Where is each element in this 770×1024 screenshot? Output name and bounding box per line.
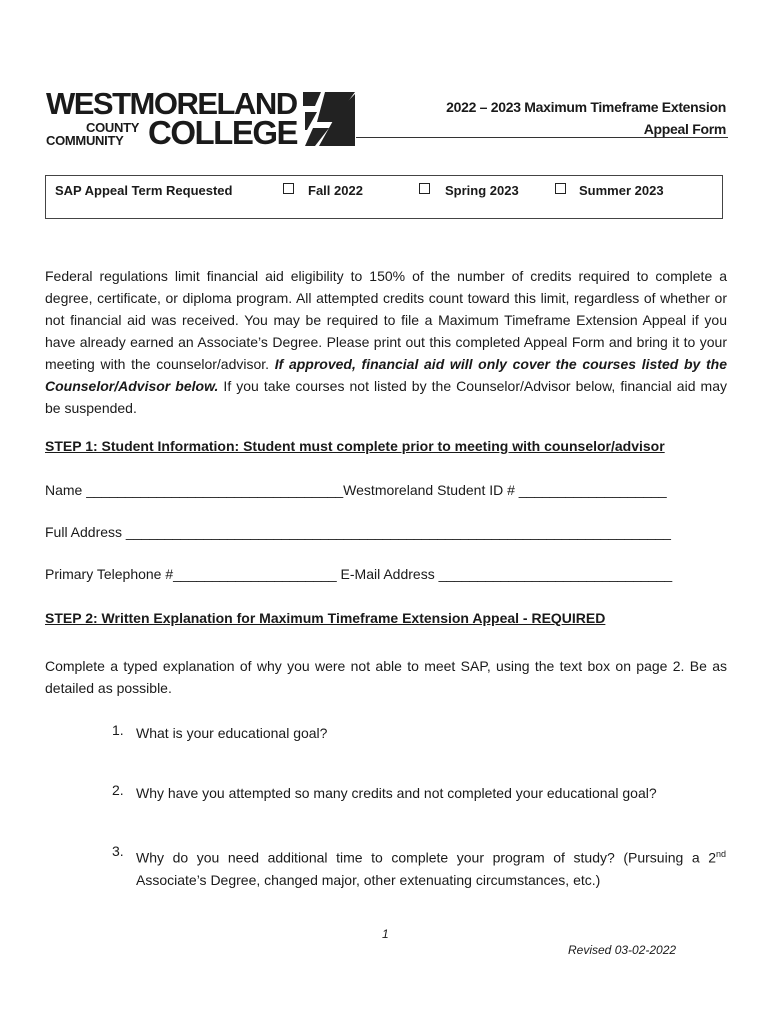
question-1-number: 1. xyxy=(112,722,124,738)
question-3-text-a: Why do you need additional time to complete your program of study? (Pursuing a 2 xyxy=(136,849,716,866)
term-option-spring: Spring 2023 xyxy=(445,183,519,198)
question-2-number: 2. xyxy=(112,782,124,798)
step1-heading: STEP 1: Student Information: Student must complete prior to meeting with counselor/advisor xyxy=(45,438,665,454)
intro-emphasis: If approved, financial aid will only cover the courses listed by the Counselor/Advisor below. xyxy=(45,356,727,394)
logo-community: COMMUNITY xyxy=(46,133,124,148)
question-3-text-b: Associate’s Degree, changed major, other extenuating circumstances, etc.) xyxy=(136,871,601,888)
logo-college: COLLEGE xyxy=(148,114,298,151)
form-title-line2: Appeal Form xyxy=(643,121,726,137)
checkbox-spring[interactable] xyxy=(419,183,430,194)
page-number: 1 xyxy=(382,927,389,941)
question-3-sup: nd xyxy=(715,849,726,859)
checkbox-fall[interactable] xyxy=(283,183,294,194)
logo-westmoreland: WESTMORELAND xyxy=(46,86,297,121)
name-id-field[interactable]: Name _________________________________Westmoreland Student ID # ___________________ xyxy=(45,482,667,498)
question-3-text xyxy=(136,843,726,891)
term-option-summer: Summer 2023 xyxy=(579,183,664,198)
term-option-fall: Fall 2022 xyxy=(308,183,363,198)
intro-paragraph xyxy=(45,265,727,419)
intro-text-2: If you take courses not listed by the Counselor/Advisor below, financial aid may be suspended. xyxy=(45,378,728,416)
step2-heading: STEP 2: Written Explanation for Maximum Timeframe Extension Appeal - REQUIRED xyxy=(45,610,606,626)
question-3-number: 3. xyxy=(112,843,124,859)
step2-instructions: Complete a typed explanation of why you were not able to meet SAP, using the text box on page 2. Be as detailed as possible. xyxy=(45,658,727,696)
address-field[interactable]: Full Address ______________________________________________________________________ xyxy=(45,524,671,540)
form-title xyxy=(446,96,726,140)
logo-county: COUNTY xyxy=(86,120,140,135)
revised-date: Revised 03-02-2022 xyxy=(568,943,677,957)
term-label: SAP Appeal Term Requested xyxy=(55,183,233,198)
checkbox-summer[interactable] xyxy=(555,183,566,194)
intro-text-1: Federal regulations limit financial aid eligibility to 150% of the number of credits required to complete a degree, certificate, or diploma program. All attempted credits count toward this limit, regardless of whether or not financial aid was received. You may be required to file a Maximum Timeframe Extension Appeal if you have already earned an Associate’s Degree. Please print out this completed Appeal Form and bring it to your meeting with the counselor/advisor. xyxy=(45,268,727,372)
phone-email-field[interactable]: Primary Telephone #_____________________ E-Mail Address ______________________________ xyxy=(45,566,673,582)
logo-mark-icon xyxy=(303,92,355,146)
question-1-text: What is your educational goal? xyxy=(136,725,328,741)
form-title-line1: 2022 – 2023 Maximum Timeframe Extension xyxy=(446,99,726,115)
question-2-text: Why have you attempted so many credits and not completed your educational goal? xyxy=(136,785,657,801)
